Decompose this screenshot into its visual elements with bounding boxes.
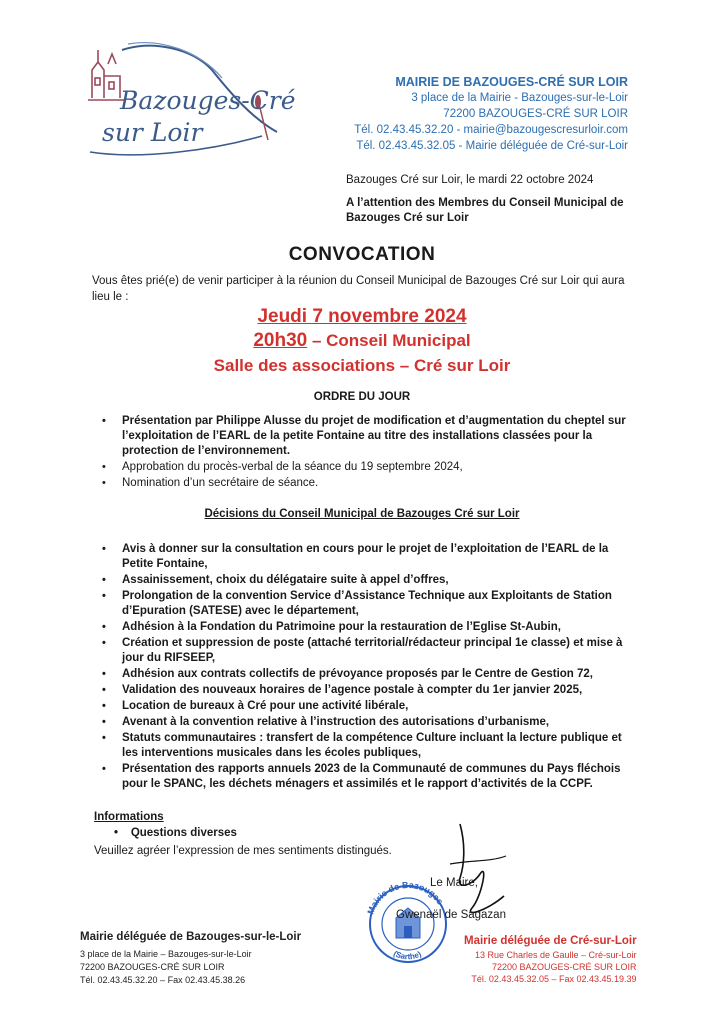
agenda-item-text: Approbation du procès-verbal de la séance du 19 septembre 2024, [122, 461, 463, 473]
meeting-time: 20h30 [253, 330, 308, 351]
decision-item-text: Création et suppression de poste (attaché territorial/rédacteur principal 1e classe) et mise à jour du RIFSEEP, [122, 637, 623, 664]
list-item [100, 699, 640, 714]
list-item [100, 636, 640, 666]
bullet-icon: • [102, 621, 106, 633]
list-item [100, 476, 640, 491]
informations-item [114, 827, 237, 839]
footer-left-address [80, 931, 301, 987]
list-item [100, 542, 640, 572]
informations-title: Informations [94, 811, 164, 823]
contact-line1: Tél. 02.43.45.32.20 - mairie@bazougescresurloir.com [354, 124, 628, 136]
decision-item-text: Adhésion aux contrats collectifs de prévoyance proposés par le Centre de Gestion 72, [122, 668, 594, 680]
bullet-icon: • [114, 827, 131, 839]
agenda-item-text: Présentation par Philippe Alusse du projet de modification et d’augmentation du cheptel sur l’exploitation de l’EARL de la petite Fontaine au titre des installations classées pour la protection de l’environnement. [122, 415, 626, 457]
footer-right-title: Mairie déléguée de Cré-sur-Loir [464, 935, 637, 947]
footer-left-line2: 72200 BAZOUGES-CRÉ SUR LOIR [80, 962, 225, 972]
list-item [100, 731, 640, 761]
list-item [100, 573, 640, 588]
bullet-icon: • [102, 684, 106, 696]
mairie-title: MAIRIE DE BAZOUGES-CRÉ SUR LOIR [395, 75, 628, 89]
recipients-line: A l’attention des Membres du Conseil Municipal de Bazouges Cré sur Loir [346, 197, 624, 224]
stamp-top-text: Mairie de Bazouges [365, 880, 446, 916]
closing-formula: Veuillez agréer l’expression de mes sentiments distingués. [94, 845, 392, 857]
decision-item-text: Location de bureaux à Cré pour une activité libérale, [122, 700, 409, 712]
municipality-logo [82, 40, 296, 160]
contact-line2: Tél. 02.43.45.32.05 - Mairie déléguée de Cré-sur-Loir [356, 140, 628, 152]
footer-right-line2: 72200 BAZOUGES-CRÉ SUR LOIR [492, 962, 637, 972]
decision-item-text: Avis à donner sur la consultation en cours pour le projet de l’exploitation de l’EARL de la Petite Fontaine, [122, 543, 609, 570]
decision-item-text: Présentation des rapports annuels 2023 de la Communauté de communes du Pays fléchois pour le SPANC, les déchets ménagers et assimilés et le rapport d’activités de la CCPF. [122, 763, 621, 790]
list-item [100, 667, 640, 682]
list-item [100, 589, 640, 619]
footer-left-line3: Tél. 02.43.45.32.20 – Fax 02.43.45.38.26 [80, 975, 246, 985]
meeting-type: – Conseil Municipal [307, 331, 471, 350]
intro-paragraph: Vous êtes prié(e) de venir participer à la réunion du Conseil Municipal de Bazouges Cré sur Loir qui aura lieu le : [92, 275, 625, 303]
footer-right-line1: 13 Rue Charles de Gaulle – Cré-sur-Loir [474, 950, 637, 960]
bullet-icon: • [102, 574, 106, 586]
list-item [100, 460, 640, 475]
bullet-icon: • [102, 763, 106, 775]
logo-text-line2: sur Loir [102, 118, 203, 147]
list-item [100, 683, 640, 698]
address-line1: 3 place de la Mairie - Bazouges-sur-le-Loir [411, 92, 628, 104]
decision-item-text: Validation des nouveaux horaires de l’agence postale à compter du 1er janvier 2025, [122, 684, 583, 696]
stamp-bottom-text: (Sarthe) [391, 948, 423, 962]
decision-item-text: Prolongation de la convention Service d’Assistance Technique aux Exploitants de Station d’Epuration (SATESE) avec le département, [122, 590, 612, 617]
footer-right-line3: Tél. 02.43.45.32.05 – Fax 02.43.45.19.39 [471, 974, 637, 984]
bullet-icon: • [102, 637, 106, 649]
footer-left-line1: 3 place de la Mairie – Bazouges-sur-le-Loir [80, 949, 252, 959]
agenda-item-text: Nomination d’un secrétaire de séance. [122, 477, 319, 489]
meeting-place: Salle des associations – Cré sur Loir [213, 356, 511, 375]
meeting-time-line [0, 330, 724, 352]
letter-date: Bazouges Cré sur Loir, le mardi 22 octobre 2024 [346, 174, 594, 186]
agenda-list [100, 414, 640, 492]
meeting-date: Jeudi 7 novembre 2024 [257, 306, 467, 327]
logo-text-line1: Bazouges-Cré [120, 86, 296, 115]
bullet-icon: • [102, 590, 106, 602]
address-line2: 72200 BAZOUGES-CRÉ SUR LOIR [443, 108, 628, 120]
bullet-icon: • [102, 732, 106, 744]
bullet-icon: • [102, 461, 106, 473]
letterhead-address [354, 74, 628, 154]
list-item [100, 715, 640, 730]
document-title: CONVOCATION [288, 244, 436, 265]
agenda-title: ORDRE DU JOUR [313, 391, 411, 403]
decision-item-text: Avenant à la convention relative à l’instruction des autorisations d’urbanisme, [122, 716, 550, 728]
bullet-icon: • [102, 543, 106, 555]
list-item [100, 620, 640, 635]
bullet-icon: • [102, 668, 106, 680]
decision-item-text: Assainissement, choix du délégataire suite à appel d’offres, [122, 574, 449, 586]
list-item [100, 414, 640, 459]
bullet-icon: • [102, 477, 106, 489]
decision-item-text: Statuts communautaires : transfert de la compétence Culture incluant la lecture publique et les interventions musicales dans les écoles publiques, [122, 732, 622, 759]
list-item [100, 762, 640, 792]
signatory-name: Gwenaël de Sagazan [396, 909, 506, 921]
decisions-title: Décisions du Conseil Municipal de Bazouges Cré sur Loir [204, 508, 520, 520]
bullet-icon: • [102, 716, 106, 728]
decisions-list [100, 542, 640, 793]
bullet-icon: • [102, 415, 106, 427]
informations-item-text: Questions diverses [130, 827, 237, 839]
bullet-icon: • [102, 700, 106, 712]
decision-item-text: Adhésion à la Fondation du Patrimoine pour la restauration de l’Eglise St-Aubin, [122, 621, 561, 633]
footer-right-address [464, 935, 637, 985]
signatory-role: Le Maire, [430, 877, 478, 889]
footer-left-title: Mairie déléguée de Bazouges-sur-le-Loir [80, 931, 302, 943]
